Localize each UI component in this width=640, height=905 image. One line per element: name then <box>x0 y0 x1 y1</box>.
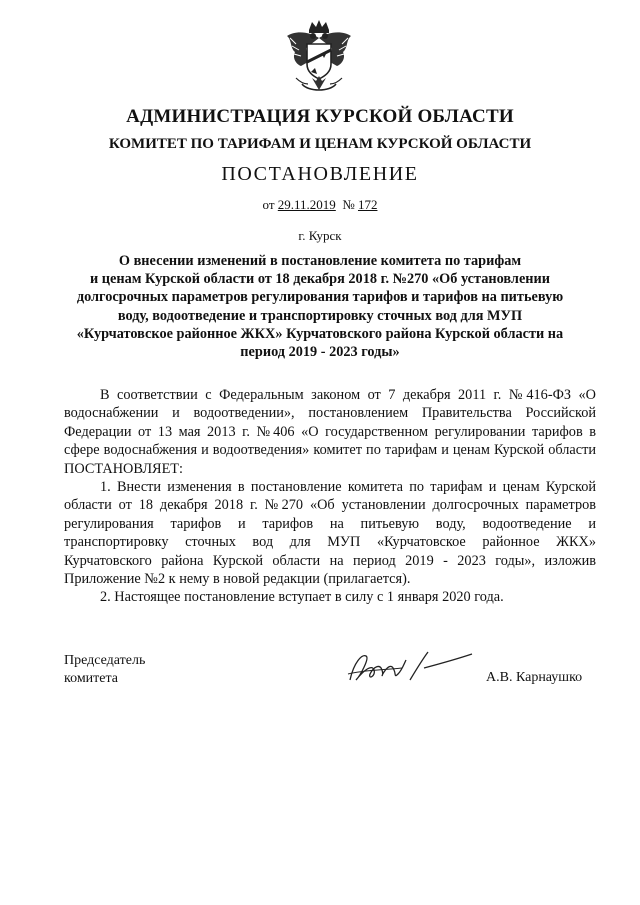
document-number: 172 <box>357 197 378 212</box>
coat-of-arms-icon <box>282 18 356 98</box>
city: г. Курск <box>298 228 342 243</box>
organization-title: АДМИНИСТРАЦИЯ КУРСКОЙ ОБЛАСТИ <box>126 106 514 127</box>
subject-line: воду, водоотведение и транспортировку сточных вод для МУП <box>117 307 523 324</box>
number-prefix: № <box>342 197 355 212</box>
document-body <box>64 386 596 607</box>
subject-line: О внесении изменений в постановление комитета по тарифам <box>118 253 522 269</box>
signatory-title <box>64 652 145 688</box>
document-type: ПОСТАНОВЛЕНИЕ <box>221 163 419 185</box>
signatory-name: А.В. Карнаушко <box>486 670 583 685</box>
committee-title: КОМИТЕТ ПО ТАРИФАМ И ЦЕНАМ КУРСКОЙ ОБЛАСТИ <box>108 136 532 152</box>
subject-line: период 2019 - 2023 годы» <box>240 344 400 361</box>
signatory-title-line: комитета <box>64 671 119 686</box>
document-subject <box>60 252 580 361</box>
subject-line: долгосрочных параметров регулирования тарифов и тарифов на питьевую <box>76 289 564 306</box>
date-number-line <box>40 197 600 213</box>
subject-line: «Курчатовское районное ЖКХ» Курчатовского района Курской области на <box>76 325 564 342</box>
signatory-title-line: Председатель <box>64 653 146 668</box>
handwritten-signature-icon <box>344 640 476 694</box>
subject-line: и ценам Курской области от 18 декабря 2018 г. №270 «Об установлении <box>89 271 551 288</box>
item-1-paragraph: 1. Внести изменения в постановление комитета по тарифам и ценам Курской области от 18 декабря 2018 г. №270 «Об установлении долгосрочных параметров регулирования тарифов и тарифов на питьевую воду, водоотведение и транспортировку сточных вод для МУП «Курчатовское районное ЖКХ» Курчатовского района Курской области на период 2019 - 2023 годы», изложив Приложение №2 к нему в новой редакции (прилагается). <box>64 479 596 588</box>
date-prefix: от <box>262 197 275 212</box>
item-2-paragraph: 2. Настоящее постановление вступает в силу с 1 января 2020 года. <box>100 589 504 606</box>
document-date: 29.11.2019 <box>277 197 336 212</box>
preamble-paragraph: В соответствии с Федеральным законом от 7 декабря 2011 г. №416-ФЗ «О водоснабжении и водоотведении», постановлением Правительства Российской Федерации от 13 мая 2013 г. №406 «О государственном регулировании тарифов в сфере водоснабжения и водоотведения» комитет по тарифам и ценам Курской области ПОСТАНОВЛЯЕТ: <box>64 387 596 477</box>
